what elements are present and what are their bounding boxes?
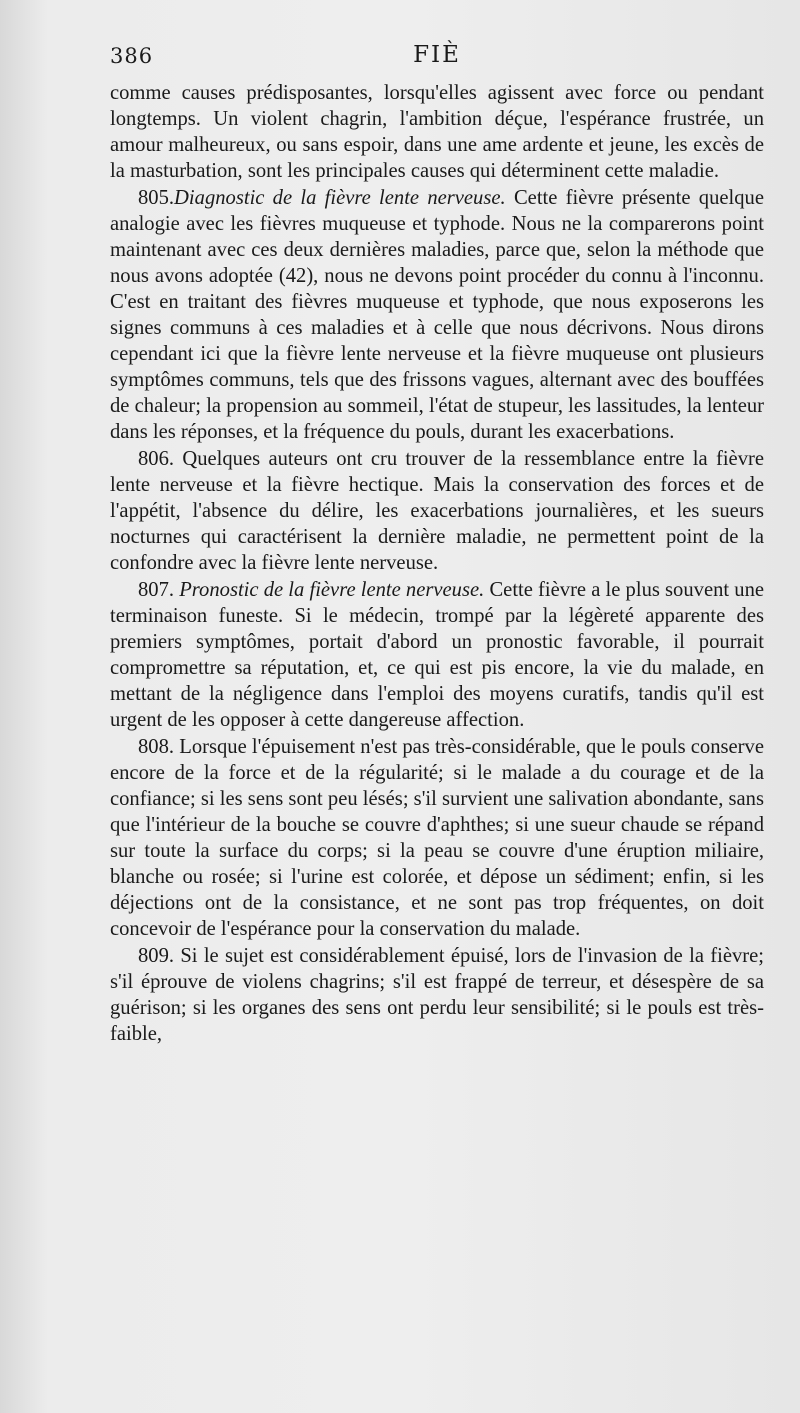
running-head: FIÈ xyxy=(413,42,461,68)
paragraph-number: 809. xyxy=(138,945,175,967)
paragraph-text: Si le sujet est considérablement épuisé, lors de l'invasion de la fièvre; s'il éprouve de violens chagrins; s'il est frappé de terreur, et désespère de sa guérison; si les organes des sens ont perdu leur sensibilité; si le pouls est très-faible, xyxy=(110,945,764,1045)
paragraph-805 xyxy=(110,185,764,445)
paragraph-text: Cette fièvre présente quelque analogie avec les fièvres muqueuse et typhode. Nous ne la comparerons point maintenant avec ces deux dernières maladies, parce que, selon la méthode que nous avons adoptée (42), nous ne devons point procéder du connu à l'inconnu. C'est en traitant des fièvres muqueuse et typhode, que nous exposerons les signes communs à ces maladies et à celle que nous décrivons. Nous dirons cependant ici que la fièvre lente nerveuse et la fièvre muqueuse ont plusieurs symptômes communs, tels que des frissons vagues, alternant avec des bouffées de chaleur; la propension au sommeil, l'état de stupeur, les lassitudes, la lenteur dans les réponses, et la fréquence du pouls, durant les exacerbations. xyxy=(110,187,764,443)
page-body xyxy=(110,80,764,1047)
section-title: Diagnostic de la fièvre lente nerveuse. xyxy=(174,187,506,209)
page-header xyxy=(110,40,764,80)
page-number: 386 xyxy=(110,44,154,68)
section-title: Pronostic de la fièvre lente nerveuse. xyxy=(179,579,485,601)
paragraph-text: Lorsque l'épuisement n'est pas très-considérable, que le pouls conserve encore de la force et de la régularité; si le malade a du courage et de la confiance; si les sens sont peu lésés; s'il survient une salivation abondante, sans que l'intérieur de la bouche se couvre d'aphthes; si une sueur chaude se répand sur toute la surface du corps; si la peau se couvre d'une éruption miliaire, blanche ou rosée; si l'urine est colorée, et dépose un sédiment; enfin, si les déjections ont de la consistance, et ne sont pas trop fréquentes, on doit concevoir de l'espérance pour la conservation du malade. xyxy=(110,736,764,940)
paragraph-number: 806. xyxy=(138,448,175,470)
paragraph-806 xyxy=(110,446,764,576)
paragraph-809 xyxy=(110,943,764,1047)
paragraph-text: Quelques auteurs ont cru trouver de la ressemblance entre la fièvre lente nerveuse et la fièvre hectique. Mais la conservation des forces et de l'appétit, l'absence du délire, les exacerbations journalières, et les sueurs nocturnes qui caractérisent la dernière maladie, ne permettent point de la confondre avec la fièvre lente nerveuse. xyxy=(110,448,764,574)
paragraph-807 xyxy=(110,577,764,733)
paragraph-text: Cette fièvre a le plus souvent une terminaison funeste. Si le médecin, trompé par la légèreté apparente des premiers symptômes, portait d'abord un pronostic favorable, il pourrait compromettre sa réputation, et, ce qui est pis encore, la vie du malade, en mettant de la négligence dans l'emploi des moyens curatifs, tandis qu'il est urgent de les opposer à cette dangereuse affection. xyxy=(110,579,765,731)
paragraph-808 xyxy=(110,734,764,942)
paragraph-number: 805. xyxy=(138,187,175,209)
paragraph-number: 807. xyxy=(138,579,175,601)
paragraph-number: 808. xyxy=(138,736,175,758)
paragraph-text: comme causes prédisposantes, lorsqu'elles agissent avec force ou pendant longtemps. Un violent chagrin, l'ambition déçue, l'espérance frustrée, un amour malheureux, ou sans espoir, dans une ame ardente et jeune, les excès de la masturbation, sont les principales causes qui déterminent cette maladie. xyxy=(110,82,764,182)
paragraph-continuation xyxy=(110,80,764,184)
